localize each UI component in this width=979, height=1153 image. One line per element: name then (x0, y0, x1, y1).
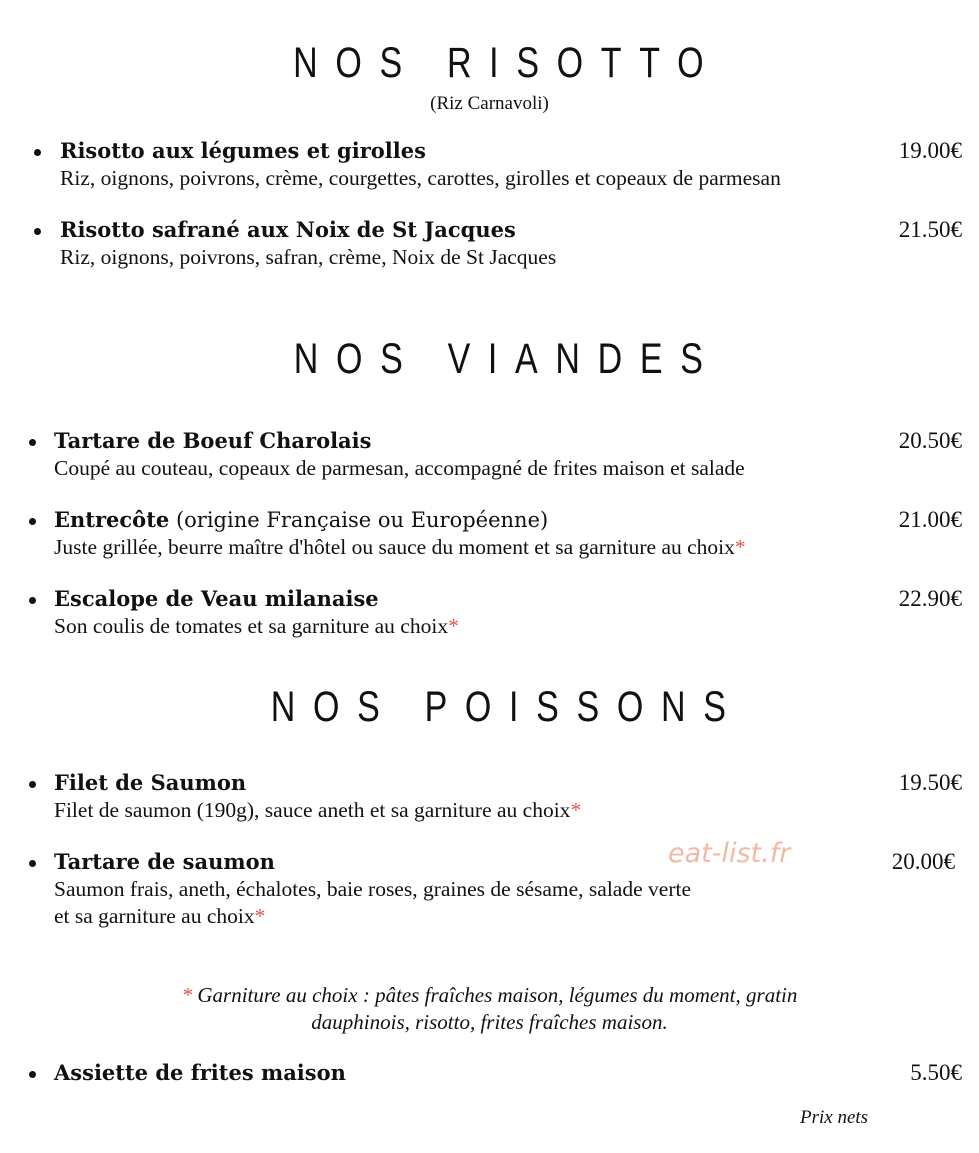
item-name: Tartare de saumon (54, 849, 275, 874)
item-price: 21.50€ (898, 217, 962, 242)
item-name: Assiette de frites maison (54, 1060, 346, 1085)
bullet (29, 597, 36, 604)
item-description (54, 613, 459, 640)
item-name: Risotto safrané aux Noix de St Jacques (60, 217, 516, 242)
item-price: 20.50€ (898, 428, 962, 453)
watermark: eat-list.fr (668, 838, 791, 869)
menu-item-tartare-saumon (0, 849, 979, 935)
menu-item-escalope-veau (0, 586, 979, 646)
item-description: Riz, oignons, poivrons, safran, crème, Noix de St Jacques (60, 245, 557, 269)
item-name: Tartare de Boeuf Charolais (54, 428, 372, 453)
item-price: 19.50€ (898, 770, 962, 795)
item-price: 21.00€ (898, 507, 962, 532)
bullet (29, 860, 36, 867)
bullet (34, 228, 41, 235)
item-description: Riz, oignons, poivrons, crème, courgettes, carottes, girolles et copeaux de parmesan (60, 166, 781, 190)
item-name (54, 507, 548, 533)
item-description (54, 534, 746, 561)
item-name: Escalope de Veau milanaise (54, 586, 379, 611)
item-description: Coupé au couteau, copeaux de parmesan, accompagné de frites maison et salade (54, 456, 745, 480)
section-title-poissons: NOS POISSONS (270, 683, 744, 731)
garnish-asterisk: * (734, 535, 746, 559)
item-description-line2 (54, 903, 265, 930)
item-description: Saumon frais, aneth, échalotes, baie roses, graines de sésame, salade verte (54, 877, 691, 901)
bullet (29, 439, 36, 446)
item-name-text: Entrecôte (54, 507, 170, 532)
item-description-text: Son coulis de tomates et sa garniture au choix (54, 614, 449, 638)
footnote-text: Garniture au choix : pâtes fraîches maison, légumes du moment, gratin (192, 983, 798, 1007)
section-subtitle-risotto: (Riz Carnavoli) (430, 93, 549, 114)
bullet (29, 518, 36, 525)
item-price: 5.50€ (910, 1060, 962, 1085)
section-title-viandes: NOS VIANDES (293, 335, 721, 383)
item-description-text: Juste grillée, beurre maître d'hôtel ou sauce du moment et sa garniture au choix (54, 535, 735, 559)
footnote-asterisk: * (181, 983, 193, 1007)
menu-item-tartare-boeuf (0, 428, 979, 488)
garnish-footnote-line1 (0, 982, 979, 1009)
menu-item-entrecote (0, 507, 979, 567)
prix-nets-note: Prix nets (800, 1107, 869, 1128)
item-price: 22.90€ (898, 586, 962, 611)
garnish-asterisk: * (448, 614, 459, 638)
garnish-footnote-line2: dauphinois, risotto, frites fraîches maison. (311, 1010, 668, 1034)
section-title-risotto: NOS RISOTTO (293, 39, 722, 87)
menu-item-filet-saumon (0, 770, 979, 830)
bullet (29, 1071, 36, 1078)
menu-item-risotto-st-jacques (0, 217, 979, 277)
bullet (29, 781, 36, 788)
menu-item-risotto-legumes (0, 138, 979, 198)
garnish-asterisk: * (254, 904, 266, 928)
item-description-text: Filet de saumon (190g), sauce aneth et sa garniture au choix (54, 798, 571, 822)
item-description (54, 797, 581, 824)
item-name: Filet de Saumon (54, 770, 247, 795)
item-price: 19.00€ (898, 138, 962, 163)
garnish-asterisk: * (570, 798, 582, 822)
item-description-text: et sa garniture au choix (54, 904, 255, 928)
bullet (34, 149, 41, 156)
item-name: Risotto aux légumes et girolles (60, 138, 426, 163)
item-origin-note: (origine Française ou Européenne) (169, 508, 549, 532)
item-price: 20.00€ (891, 849, 955, 874)
